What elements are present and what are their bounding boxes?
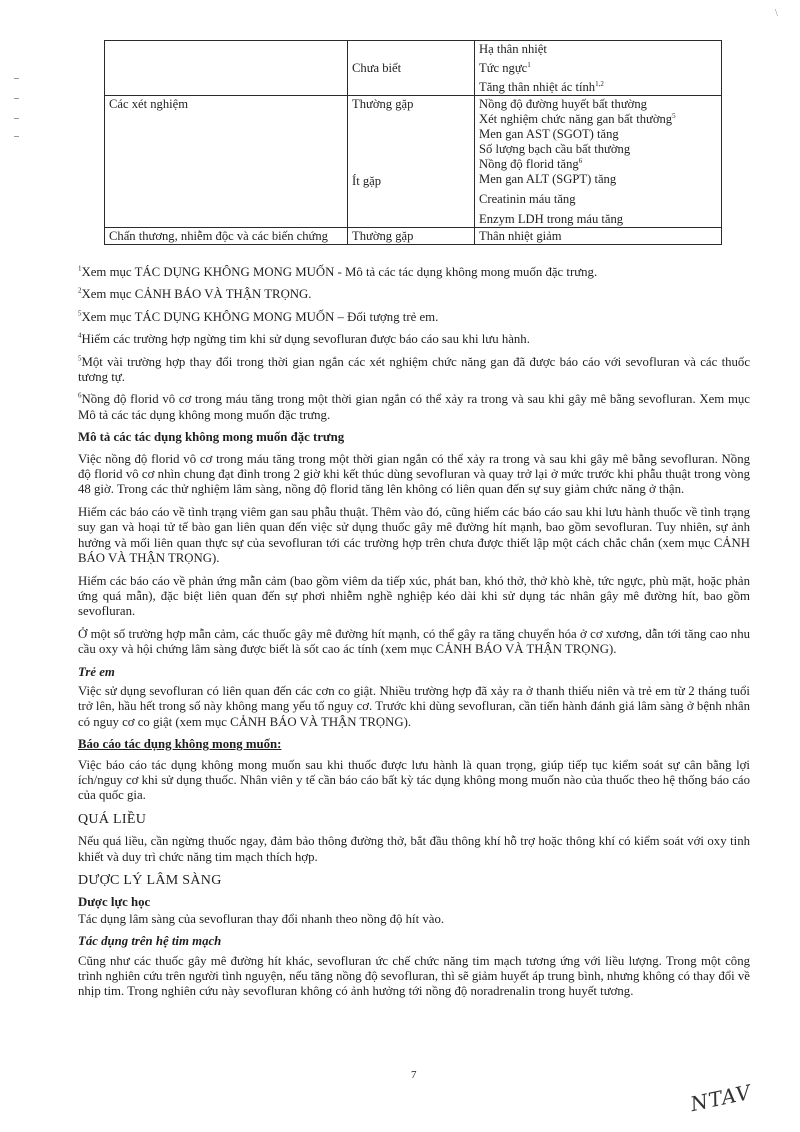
- paragraph: Nếu quá liều, cần ngừng thuốc ngay, đảm bảo thông đường thở, bắt đầu thông khí hỗ trợ hoặc thông khí có kiểm soát với oxy tinh khiết và duy trì chức năng tim mạch thích hợp.: [78, 834, 750, 864]
- paragraph: Cũng như các thuốc gây mê đường hít khác, sevofluran ức chế chức năng tim mạch tương ứng với liều lượng. Trong một công trình nghiên cứu trên người tình nguyện, nếu tăng nồng độ sevofluran, thì sẽ giảm huyết áp trung bình, nhưng không có thay đổi về nhịp tim. Trong nghiên cứu này sevofluran không có ảnh hưởng tới nồng độ noradrenalin trong huyết tương.: [78, 953, 750, 999]
- effect-item: Men gan AST (SGOT) tăng: [479, 127, 619, 141]
- table-cell-organ: Các xét nghiệm: [105, 96, 348, 228]
- effect-item: Tức ngực$^1$: [479, 60, 531, 75]
- handwritten-signature: NTAV: [688, 1079, 754, 1117]
- effect-item: Enzym LDH trong máu tăng: [479, 212, 624, 226]
- paragraph: Hiếm các báo cáo về tình trạng viêm gan sau phẫu thuật. Thêm vào đó, cũng hiếm các báo cáo sau khi lưu hành thuốc về tình trạng suy gan và hoại tử tế bào gan liên quan đến việc sử dụng thuốc gây mê đường hít mạnh, bao gồm sevofluran. Tuy nhiên, sự ảnh hưởng và mối liên quan thực sự của sevofluran tới các trường hợp trên chưa được thiết lập một cách chắc chắn (xem mục CẢNH BÁO VÀ THẬN TRỌNG).: [78, 504, 750, 566]
- page-number: 7: [411, 1069, 417, 1081]
- corner-mark-icon: \: [775, 8, 778, 19]
- table-cell-frequency: [348, 41, 475, 96]
- effect-item: Số lượng bạch cầu bất thường: [479, 142, 631, 156]
- section-heading: Mô tả các tác dụng không mong muốn đặc trưng: [78, 430, 345, 445]
- section-heading-children: Trẻ em: [78, 664, 115, 679]
- table-cell-frequency: [348, 228, 475, 245]
- section-heading-overdose: QUÁ LIỀU: [78, 811, 147, 827]
- adverse-effects-table: [104, 40, 722, 245]
- frequency-label: Thường gặp: [352, 229, 414, 243]
- footnote: $^5$Xem mục TÁC DỤNG KHÔNG MONG MUỐN – Đối tượng trẻ em.: [78, 309, 439, 324]
- effect-item: Nồng độ đường huyết bất thường: [479, 97, 647, 111]
- frequency-label: Chưa biết: [352, 61, 402, 75]
- effect-item: Xét nghiệm chức năng gan bất thường$^5$: [479, 111, 676, 126]
- table-row: [105, 41, 722, 96]
- paragraph: Ở một số trường hợp mẫn cảm, các thuốc gây mê đường hít mạnh, có thể gây ra tăng chuyển hóa ở cơ xương, dẫn tới tăng cao nhu cầu oxy và hội chứng lâm sàng được biết là sốt cao ác tính (xem mục CẢNH BÁO VÀ THẬN TRỌNG).: [78, 626, 750, 657]
- subheading-cardiovascular: Tác dụng trên hệ tim mạch: [78, 934, 222, 949]
- frequency-label: Thường gặp: [352, 97, 414, 111]
- frequency-label: Ít gặp: [352, 174, 382, 188]
- paragraph: Việc sử dụng sevofluran có liên quan đến các cơn co giật. Nhiều trường hợp đã xảy ra ở thanh thiếu niên và trẻ em từ 2 tháng tuổi trở lên, hầu hết trong số này không mang yếu tố nguy cơ. Trước khi dùng sevofluran, cần tiến hành đánh giá lâm sàng ở bệnh nhân có nguy cơ co giật (xem mục CẢNH BÁO VÀ THẬN TRỌNG).: [78, 683, 750, 729]
- table-row: [105, 228, 722, 245]
- table-cell-organ: [105, 41, 348, 96]
- footnote: $^4$Hiếm các trường hợp ngừng tim khi sử dụng sevofluran được báo cáo sau khi lưu hành.: [78, 331, 530, 347]
- subheading-pharmacodynamics: Dược lực học: [78, 895, 151, 910]
- footnote: $^6$Nồng độ florid vô cơ trong máu tăng trong một thời gian ngắn có thể xảy ra trong và sau khi gây mê bằng sevofluran. Xem mục Mô tả các tác dụng không mong muốn đặc trưng.: [78, 392, 750, 422]
- effect-item: Men gan ALT (SGPT) tăng: [479, 172, 617, 186]
- binder-mark: [14, 118, 19, 119]
- section-heading-report: Báo cáo tác dụng không mong muốn:: [78, 737, 282, 752]
- paragraph: Tác dụng lâm sàng của sevofluran thay đổi nhanh theo nồng độ hít vào.: [78, 911, 445, 926]
- effect-item: Creatinin máu tăng: [479, 192, 576, 206]
- section-heading-pharmacology: DƯỢC LÝ LÂM SÀNG: [78, 873, 222, 888]
- body-text: [78, 265, 750, 1007]
- paragraph: Hiếm các báo cáo về phản ứng mẫn cảm (bao gồm viêm da tiếp xúc, phát ban, khó thở, thở khò khè, tức ngực, phù mặt, hoặc phản ứng quá mẫn), đặc biệt liên quan đến sự phơi nhiễm nghề nghiệp kéo dài khi sử dụng tác nhân gây mê đường hít, bao gồm sevofluran.: [78, 573, 750, 619]
- table-cell-effects: [475, 41, 722, 96]
- paragraph: Việc nồng độ florid vô cơ trong máu tăng trong một thời gian ngắn có thể xảy ra trong và sau khi gây mê bằng sevofluran. Nồng độ florid vô cơ nhìn chung đạt đỉnh trong 2 giờ khi kết thúc dùng sevofluran và quay trở lại ở mức trước khi phẫu thuật trong vòng 48 giờ. Trong các thử nghiệm lâm sàng, nồng độ florid tăng lên không có liên quan đến sự suy giảm chức năng ở thận.: [78, 451, 750, 497]
- binder-mark: [14, 78, 19, 79]
- table-cell-organ: Chấn thương, nhiễm độc và các biến chứng: [105, 228, 348, 245]
- effect-item: Hạ thân nhiệt: [479, 42, 547, 56]
- effect-item: Tăng thân nhiệt ác tính$^{1,2}$: [479, 79, 604, 94]
- binder-mark: [14, 98, 19, 99]
- footnote: $^5$Một vài trường hợp thay đổi trong thời gian ngắn các xét nghiệm chức năng gan đã được báo cáo với sevofluran và các thuốc tương tự.: [78, 354, 750, 385]
- footnote: $^2$Xem mục CẢNH BÁO VÀ THẬN TRỌNG.: [78, 287, 312, 302]
- paragraph: Việc báo cáo tác dụng không mong muốn sau khi thuốc được lưu hành là quan trọng, giúp tiếp tục kiểm soát sự cân bằng lợi ích/nguy cơ khi sử dụng thuốc. Nhân viên y tế cần báo cáo bất kỳ tác dụng không mong muốn nào của thuốc theo hệ thống báo cáo của quốc gia.: [78, 757, 750, 803]
- table-cell-frequency: [348, 96, 475, 228]
- table-row: [105, 96, 722, 228]
- binder-mark: [14, 136, 19, 137]
- effect-item: Thân nhiệt giảm: [479, 229, 562, 243]
- table-cell-effects: [475, 96, 722, 228]
- footnote: $^1$Xem mục TÁC DỤNG KHÔNG MONG MUỐN - Mô tả các tác dụng không mong muốn đặc trưng.: [78, 264, 598, 279]
- table-cell-effects: [475, 228, 722, 245]
- effect-item: Nồng độ florid tăng$^6$: [479, 156, 583, 171]
